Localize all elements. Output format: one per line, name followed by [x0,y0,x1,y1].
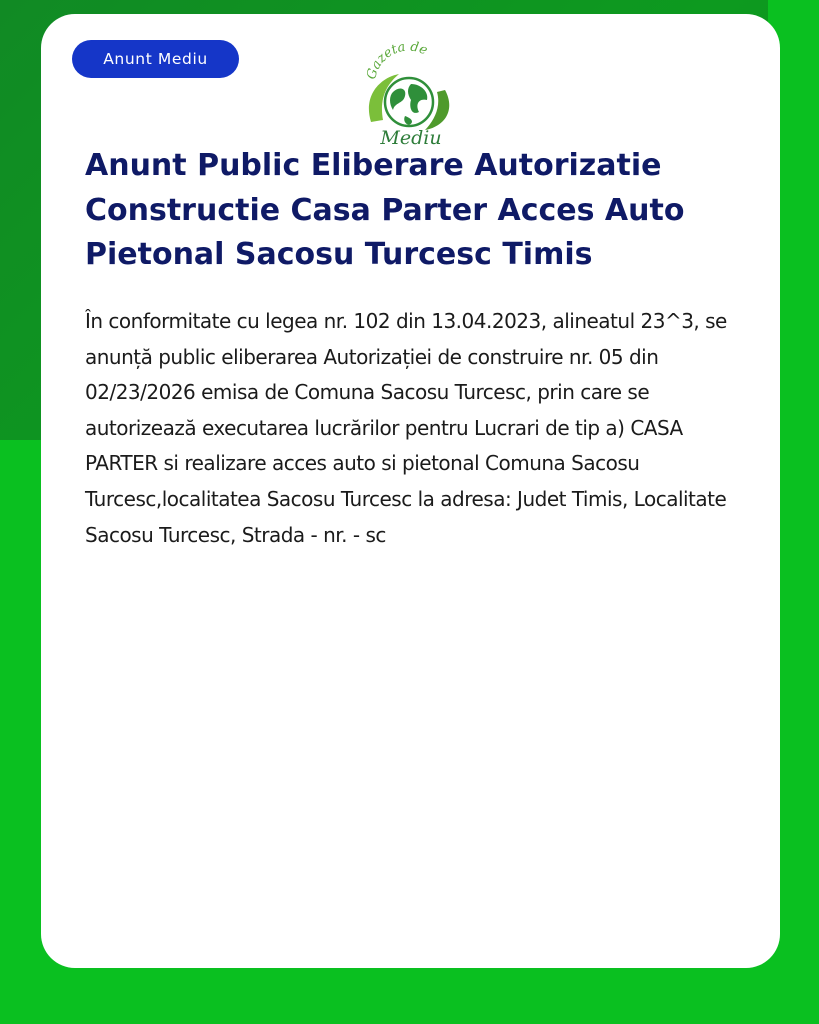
category-badge[interactable]: Anunt Mediu [72,40,239,78]
globe-leaf-icon [353,34,463,152]
logo-text-bottom: Mediu [380,127,442,149]
logo-text-top: Gazeta de [364,39,430,82]
announcement-card [41,14,780,968]
gazeta-de-mediu-logo [353,34,463,152]
article-body: În conformitate cu legea nr. 102 din 13.04.2023, alineatul 23^3, se anunță public eliberarea Autorizației de construire nr. 05 din 02/23/2026 emisa de Comuna Sacosu Turcesc, prin care se autorizează executarea lucrărilor pentru Lucrari de tip a) CASA PARTER si realizare acces auto si pietonal Comuna Sacosu Turcesc,localitatea Sacosu Turcesc la adresa: Judet Timis, Localitate Sacosu Turcesc, Strada - nr. - sc [85,309,727,547]
article-title: Anunt Public Eliberare Autorizatie Constructie Casa Parter Acces Auto Pietonal Sacosu Turcesc Timis [85,148,685,272]
